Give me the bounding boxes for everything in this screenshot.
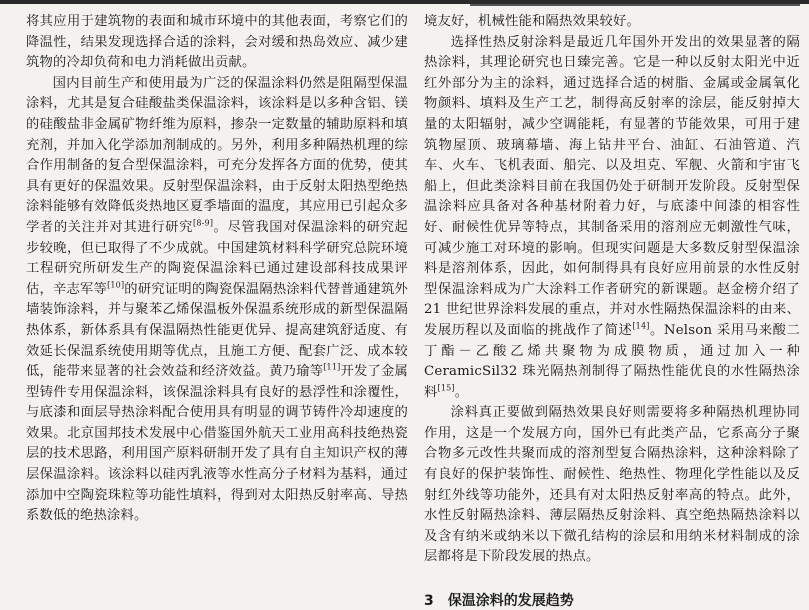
- left-paragraph-1: 将其应用于建筑物的表面和城市环境中的其他表面，考察它们的降温性，结果发现选择合适的涂料，会对缓和热岛效应、减少建筑物的冷却负荷和电力消耗做出贡献。: [26, 14, 408, 71]
- right-p2-text-a: 选择性热反射涂料是最近几年国外开发出的效果显著的隔热涂料，其理论研究也日臻完善。它是一种以反射太阳光中近红外部分为主的涂料，通过选择合适的树脂、金属或金属氧化物颜料、填料及生产工艺，制得高反射率的涂层，能反射掉大量的太阳辐射，减少空调能耗，有显著的节能效果，可用于建筑物屋顶、玻璃幕墙、海上钻井平台、油缸、石油管道、汽车、火车、飞机表面、船完、以及坦克、军舰、火箭和宇宙飞船上，但此类涂料目前在我国仍处于研制开发阶段。反射型保温涂料应具备对各种基材附着力好，与底漆中间漆的相容性好、耐候性优异等特点，其制备采用的溶剂应无刺激性气味，可减少施工对环境的影响。但现实问题是大多数反射型保温涂料是溶剂体系，因此，如何制得具有良好应用前景的水性反射型保温涂料成为广大涂料工作者研究的新课题。赵金榜介绍了 21 世纪世界涂料发展的重点，并对水性隔热保温涂料的由来、发展历程以及面临的挑战作了简述: [424, 34, 800, 338]
- citation-15: [15]: [437, 383, 455, 393]
- left-p2-text-a: 国内目前生产和使用最为广泛的保温涂料仍然是阻隔型保温涂料，尤其是复合硅酸盐类保温涂料，该涂料是以多种含铝、镁的硅酸盐非金属矿物纤维为原料，掺杂一定数量的辅助原料和填充剂，并加入化学添加剂制成的。另外，利用多种隔热机理的综合作用制备的复合型保温涂料，可充分发挥各方面的优势，使其具有更好的保温效果。反射型保温涂料，由于反射太阳热型绝热涂料能够有效降低炎热地区夏季墙面的温度，其应用已引起众多学者的关注并对其进行研究: [26, 75, 408, 235]
- right-column: [424, 12, 800, 568]
- right-p2-text-b: 。Nelson 采用马来酸二丁酯－乙酸乙烯共聚物为成膜物质，通过加入一种 CeramicSil32 珠光隔热剂制得了隔热性能优良的水性隔热涂料: [424, 322, 800, 400]
- left-p2-text-c: 的研究证明的陶瓷保温隔热涂料代替普通建筑外墙装饰涂料，并与聚苯乙烯保温板外保温系统形成的新型保温隔热体系，新体系具有保温隔热性能更优异、提高建筑舒适度、有效延长保温系统使用期等优点，且施工方便、配套广泛、成本较低，能带来显著的社会效益和经济效益。黄乃瑜等: [26, 281, 408, 380]
- left-paragraph-2: [26, 74, 408, 527]
- right-paragraph-2: [424, 33, 800, 404]
- right-paragraph-1: 境友好，机械性能和隔热效果较好。: [424, 14, 640, 29]
- citation-11: [11]: [323, 362, 341, 372]
- citation-8-9: [8-9]: [193, 218, 214, 228]
- left-p2-text-d: 开发了金属型铸件专用保温涂料，该保温涂料具有良好的悬浮性和涂覆性，与底漆和面层导热涂料配合使用具有明显的调节铸件冷却速度的效果。北京国邦技术发展中心借鉴国外航天工业用高科技绝热瓷层的技术思路，利用国产原料研制开发了具有自主知识产权的薄层保温涂料。该涂料以硅丙乳液等水性高分子材料为基料，通过添加中空陶瓷珠粒等功能性填料，得到对太阳热反射率高、导热系数低的绝热涂料。: [26, 364, 409, 524]
- left-p2-text-b: 。尽管我国对保温涂料的研究起步较晚，但已取得了不少成就。中国建筑材料科学研究总院环境工程研究所研发生产的陶瓷保温涂料已通过建设部科技成果评估，辛志军等: [26, 219, 408, 297]
- left-column: [26, 12, 408, 527]
- right-p2-text-c: 。: [454, 384, 469, 400]
- header-bar: [470, 4, 800, 6]
- citation-14: [14]: [632, 321, 650, 331]
- right-paragraph-3: 涂料真正要做到隔热效果良好则需要将多种隔热机理协同作用，这是一个发展方向，国外已有此类产品，它系高分子聚合物多元改性共聚而成的溶剂型复合隔热涂料，这种涂料除了有良好的保护装饰性、耐候性、绝热性、物理化学性能以及反射红外线等功能外，还具有对太阳热反射率高的特点。此外，水性反射隔热涂料、薄层隔热反射涂料、真空绝热隔热涂料以及含有纳米或纳米以下微孔结构的涂层和用纳米材料制成的涂层都将是下阶段发展的热点。: [424, 405, 800, 565]
- citation-10: [10]: [107, 280, 125, 290]
- section-heading: 3 保温涂料的发展趋势: [424, 593, 574, 609]
